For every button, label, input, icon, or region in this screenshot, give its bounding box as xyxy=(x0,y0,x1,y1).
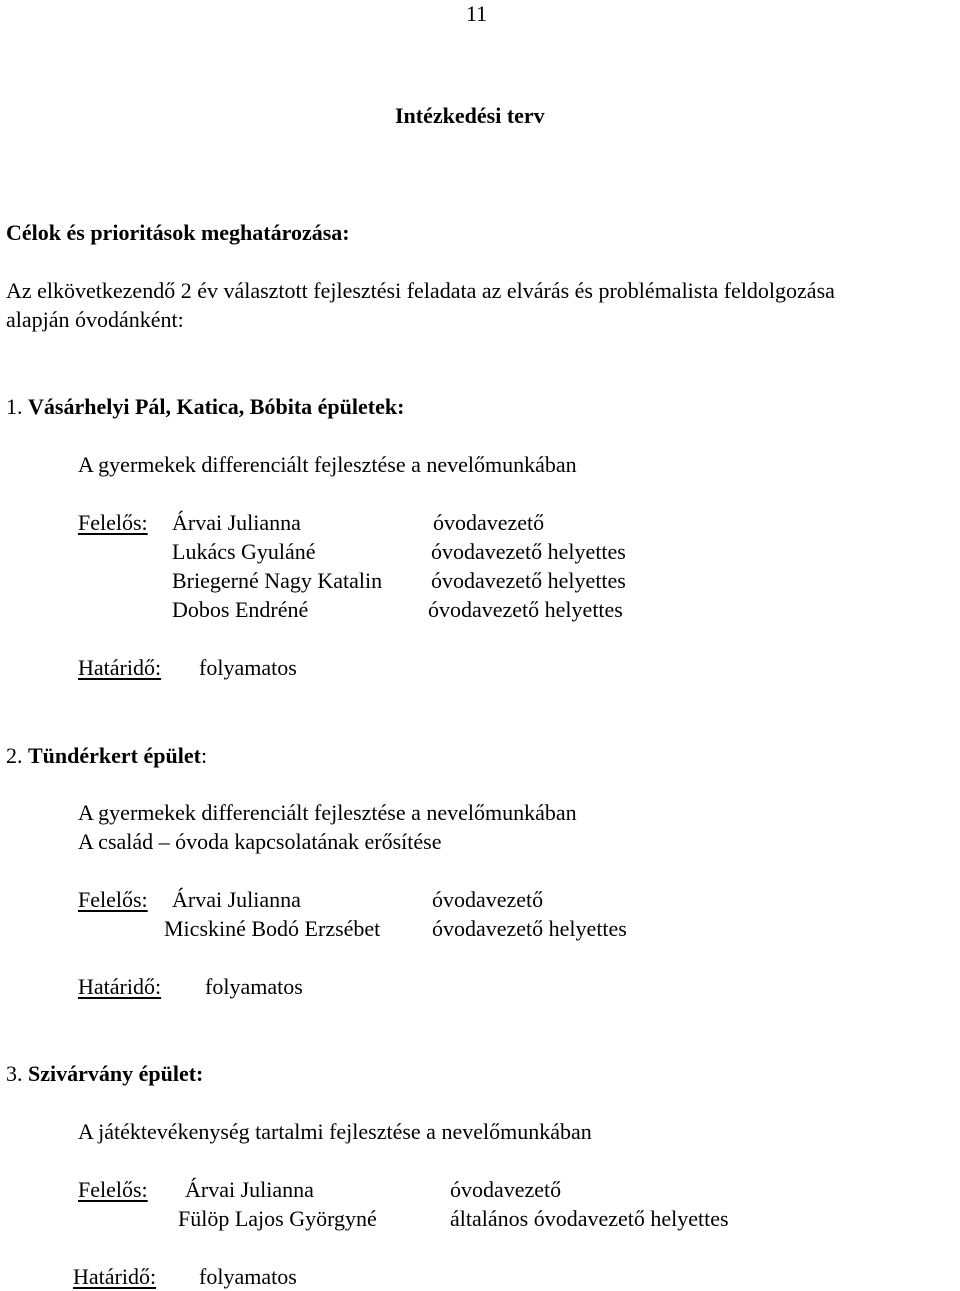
section-3-deadline-value: folyamatos xyxy=(199,1264,297,1289)
section-3-heading xyxy=(6,1063,203,1085)
section-2-title: Tündérkert épület xyxy=(28,743,201,768)
section-3-goal-1: A játéktevékenység tartalmi fejlesztése a nevelőmunkában xyxy=(78,1119,592,1144)
section-1-title: Vásárhelyi Pál, Katica, Bóbita épületek: xyxy=(28,394,405,419)
section-2-responsible-label: Felelős: xyxy=(78,887,148,912)
section-1-deadline-value: folyamatos xyxy=(199,655,297,680)
section-1-heading xyxy=(6,396,404,418)
section-2-deadline-label: Határidő: xyxy=(78,974,162,999)
section-2-goal-2: A család – óvoda kapcsolatának erősítése xyxy=(78,829,442,854)
section-1-deadline-label: Határidő: xyxy=(78,655,162,680)
section-1-person-2-role: óvodavezető helyettes xyxy=(431,539,626,564)
section-heading: Célok és prioritások meghatározása: xyxy=(6,220,350,245)
section-3-title: Szivárvány épület: xyxy=(28,1061,204,1086)
section-2-person-2-name: Micskiné Bodó Erzsébet xyxy=(164,916,381,941)
section-1-person-3-name: Briegerné Nagy Katalin xyxy=(172,568,383,593)
section-2-heading xyxy=(6,745,207,767)
intro-line-1: Az elkövetkezendő 2 év választott fejlesztési feladata az elvárás és problémalista feldolgozása xyxy=(6,278,835,303)
section-1-person-1-name: Árvai Julianna xyxy=(172,510,301,535)
section-1-number: 1. xyxy=(6,394,23,419)
intro-line-2: alapján óvodánként: xyxy=(6,307,184,332)
section-2-person-1-name: Árvai Julianna xyxy=(172,887,301,912)
page-number: 11 xyxy=(466,1,488,26)
section-3-deadline-label: Határidő: xyxy=(73,1264,157,1289)
section-3-person-2-name: Fülöp Lajos Györgyné xyxy=(178,1206,377,1231)
section-3-person-1-role: óvodavezető xyxy=(450,1177,562,1202)
section-2-title-colon: : xyxy=(200,743,208,768)
section-2-number: 2. xyxy=(6,743,23,768)
section-1-person-2-name: Lukács Gyuláné xyxy=(172,539,316,564)
section-3-responsible-label: Felelős: xyxy=(78,1177,148,1202)
section-1-person-3-role: óvodavezető helyettes xyxy=(431,568,626,593)
section-2-person-1-role: óvodavezető xyxy=(432,887,544,912)
section-1-person-1-role: óvodavezető xyxy=(433,510,545,535)
section-2-person-2-role: óvodavezető helyettes xyxy=(432,916,627,941)
section-3-person-2-role: általános óvodavezető helyettes xyxy=(450,1206,729,1231)
section-3-person-1-name: Árvai Julianna xyxy=(185,1177,314,1202)
section-1-person-4-role: óvodavezető helyettes xyxy=(428,597,623,622)
document-title: Intézkedési terv xyxy=(395,103,545,128)
section-1-responsible-label: Felelős: xyxy=(78,510,148,535)
section-1-goal-1: A gyermekek differenciált fejlesztése a nevelőmunkában xyxy=(78,452,577,477)
section-3-number: 3. xyxy=(6,1061,23,1086)
section-2-deadline-value: folyamatos xyxy=(205,974,303,999)
section-2-goal-1: A gyermekek differenciált fejlesztése a nevelőmunkában xyxy=(78,800,577,825)
section-1-person-4-name: Dobos Endréné xyxy=(172,597,309,622)
